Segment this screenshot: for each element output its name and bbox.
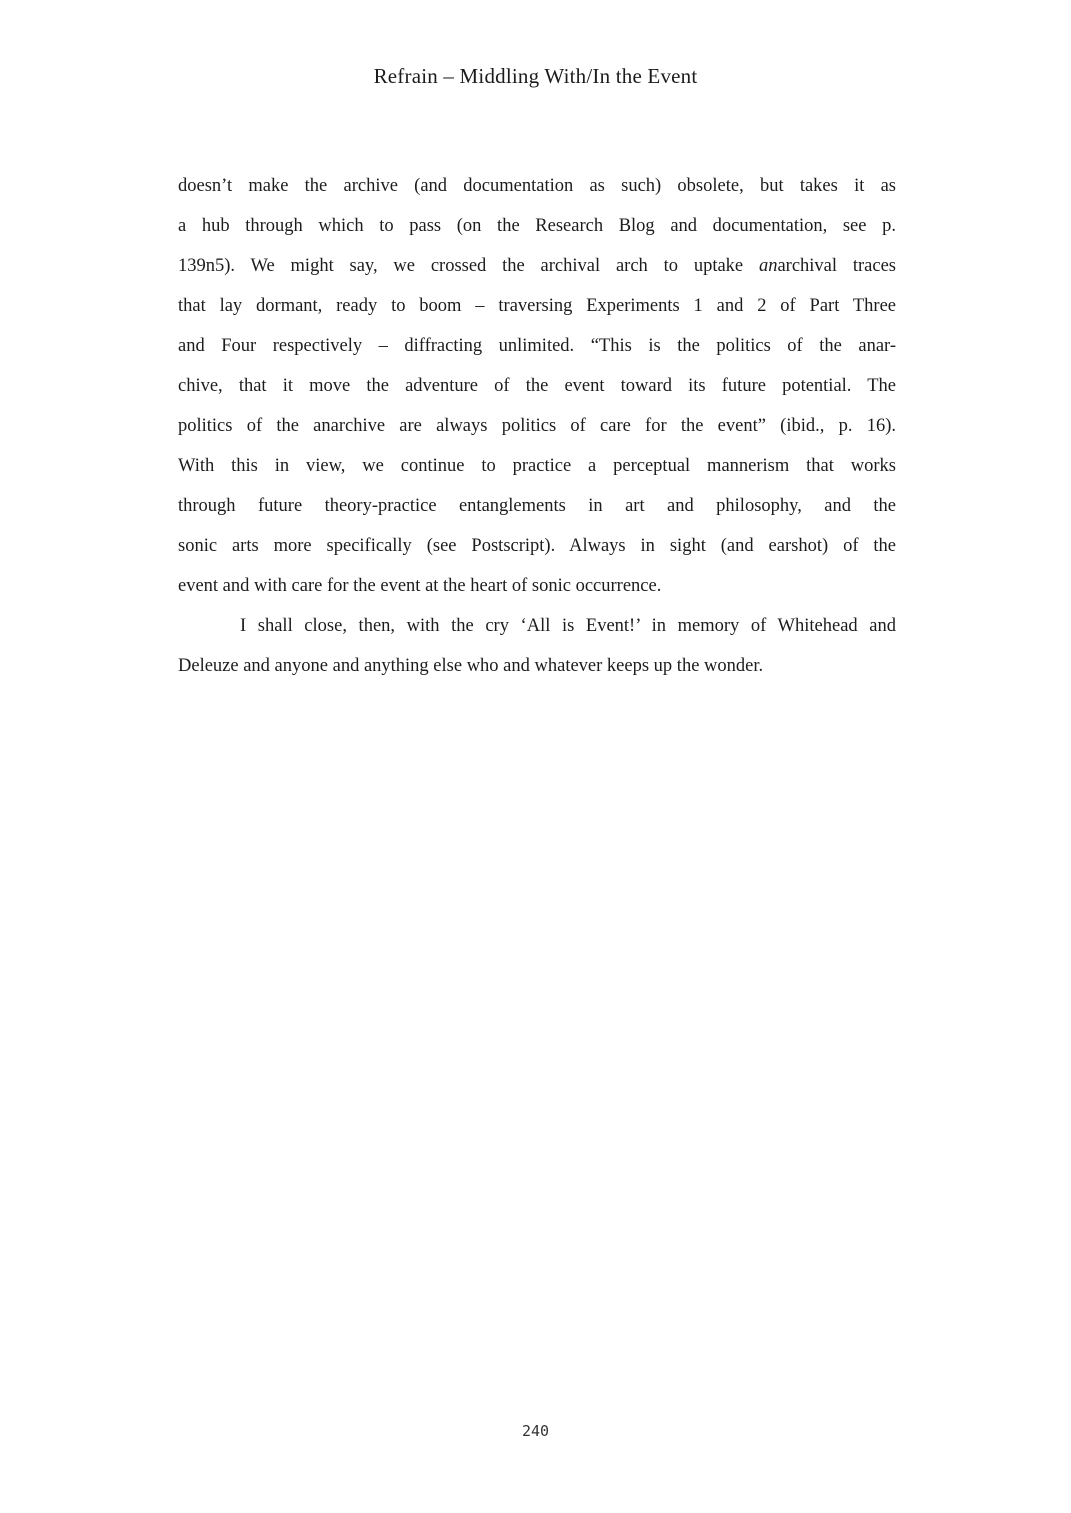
- text-line: and Four respectively – diffracting unlimited. “This is the politics of the anar-: [178, 336, 896, 356]
- text-segment: 139n5). We might say, we crossed the archival arch to uptake: [178, 256, 759, 276]
- page-number: 240: [521, 1422, 550, 1440]
- italic-text-segment: an: [758, 256, 778, 276]
- text-line: politics of the anarchive are always politics of care for the event” (ibid., p. 16).: [178, 416, 896, 436]
- body-paragraph-1: [178, 166, 896, 606]
- text-line: chive, that it move the adventure of the event toward its future potential. The: [178, 376, 896, 396]
- text-line: a hub through which to pass (on the Research Blog and documentation, see p.: [178, 216, 896, 236]
- text-line: through future theory-practice entanglements in art and philosophy, and the: [178, 496, 896, 516]
- text-line: event and with care for the event at the heart of sonic occurrence.: [178, 576, 662, 596]
- text-line: [178, 246, 896, 286]
- text-line: doesn’t make the archive (and documentation as such) obsolete, but takes it as: [178, 176, 896, 196]
- text-line: that lay dormant, ready to boom – traversing Experiments 1 and 2 of Part Three: [178, 296, 896, 316]
- text-line: I shall close, then, with the cry ‘All is Event!’ in memory of Whitehead and: [240, 616, 896, 636]
- text-segment: archival traces: [777, 256, 896, 276]
- text-line: Deleuze and anyone and anything else who and whatever keeps up the wonder.: [178, 656, 764, 676]
- body-paragraph-2: [178, 606, 896, 686]
- body-text: [178, 166, 896, 686]
- text-line: sonic arts more specifically (see Postscript). Always in sight (and earshot) of the: [178, 536, 896, 556]
- text-line: With this in view, we continue to practice a perceptual mannerism that works: [178, 456, 896, 476]
- running-header: Refrain – Middling With/In the Event: [373, 64, 698, 88]
